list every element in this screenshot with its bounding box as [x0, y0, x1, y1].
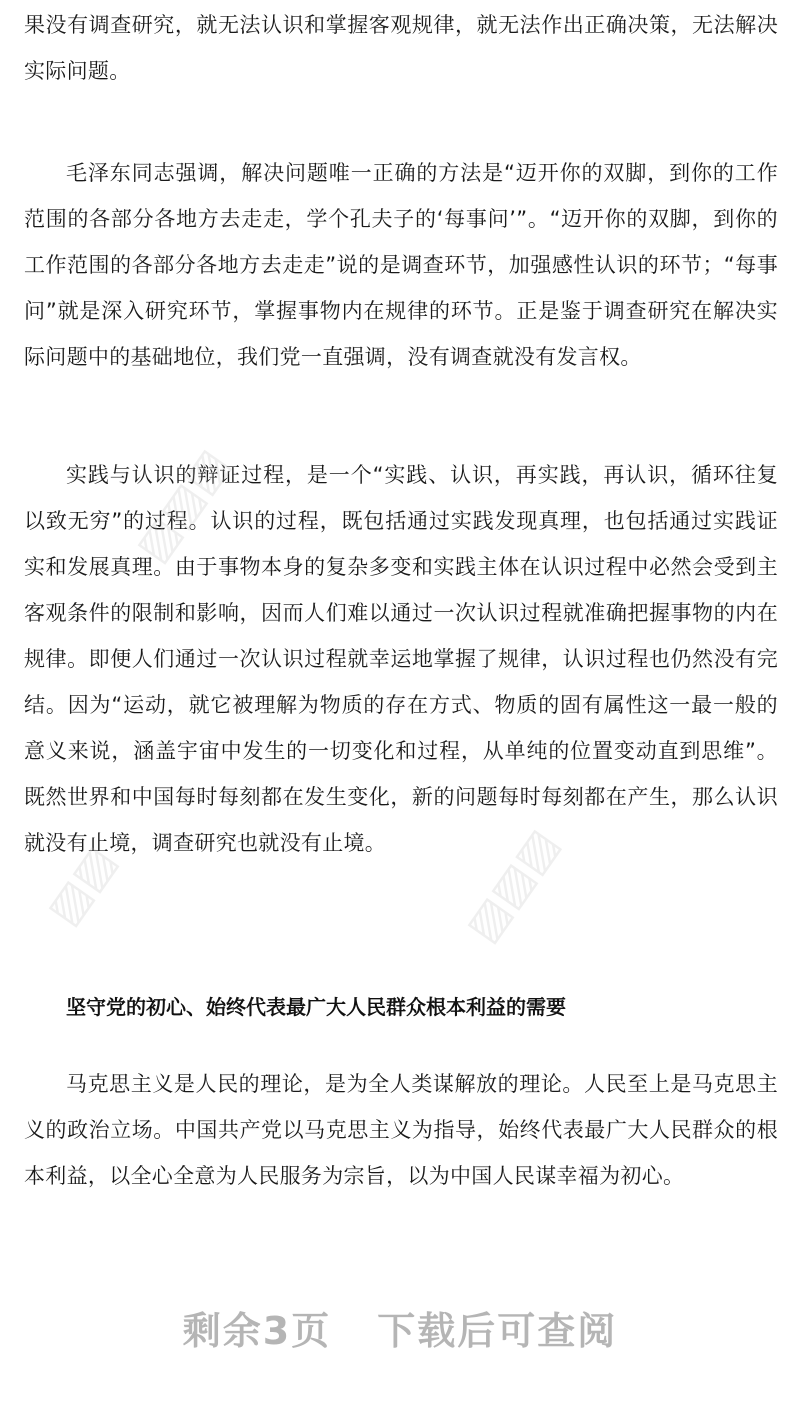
remaining-pages-banner[interactable] — [0, 1300, 800, 1355]
section-heading: 坚守党的初心、始终代表最广大人民群众根本利益的需要 — [66, 995, 566, 1019]
paragraph-1: 果没有调查研究，就无法认识和掌握客观规律，就无法作出正确决策，无法解决实际问题。 — [24, 13, 778, 83]
watermark-logo: ▨▨ — [36, 836, 127, 935]
download-to-view-label: 下载后可查阅 — [377, 1309, 618, 1353]
watermark-logo: ▨▨▨ — [125, 439, 240, 572]
paragraph-3: 实践与认识的辩证过程，是一个“实践、认识，再实践，再认识，循环往复以致无穷”的过程。认识的过程，既包括通过实践发现真理，也包括通过实践证实和发展真理。由于事物本身的复杂多变和实践主体在认识过程中必然会受到主客观条件的限制和影响，因而人们难以通过一次认识过程就准确把握事物的内在规律。即便人们通过一次认识过程就幸运地掌握了规律，认识过程也仍然没有完结。因为“运动，就它被理解为物质的存在方式、物质的固有属性这一最一般的意义来说，涵盖宇宙中发生的一切变化和过程，从单纯的位置变动直到思维”。既然世界和中国每时每刻都在发生变化，新的问题每时每刻都在产生，那么认识就没有止境，调查研究也就没有止境。 — [24, 463, 778, 855]
watermark-logo: ▨▨▨ — [455, 819, 570, 952]
remaining-pages-label: 剩余3页 — [182, 1309, 332, 1353]
paragraph-2: 毛泽东同志强调，解决问题唯一正确的方法是“迈开你的双脚，到你的工作范围的各部分各地方去走走，学个孔夫子的‘每事问’”。“迈开你的双脚，到你的工作范围的各部分各地方去走走”说的是调查环节，加强感性认识的环节；“每事问”就是深入研究环节，掌握事物内在规律的环节。正是鉴于调查研究在解决实际问题中的基础地位，我们党一直强调，没有调查就没有发言权。 — [24, 161, 778, 369]
paragraph-4: 马克思主义是人民的理论，是为全人类谋解放的理论。人民至上是马克思主义的政治立场。中国共产党以马克思主义为指导，始终代表最广大人民群众的根本利益，以全心全意为人民服务为宗旨，以为中国人民谋幸福为初心。 — [24, 1072, 778, 1188]
